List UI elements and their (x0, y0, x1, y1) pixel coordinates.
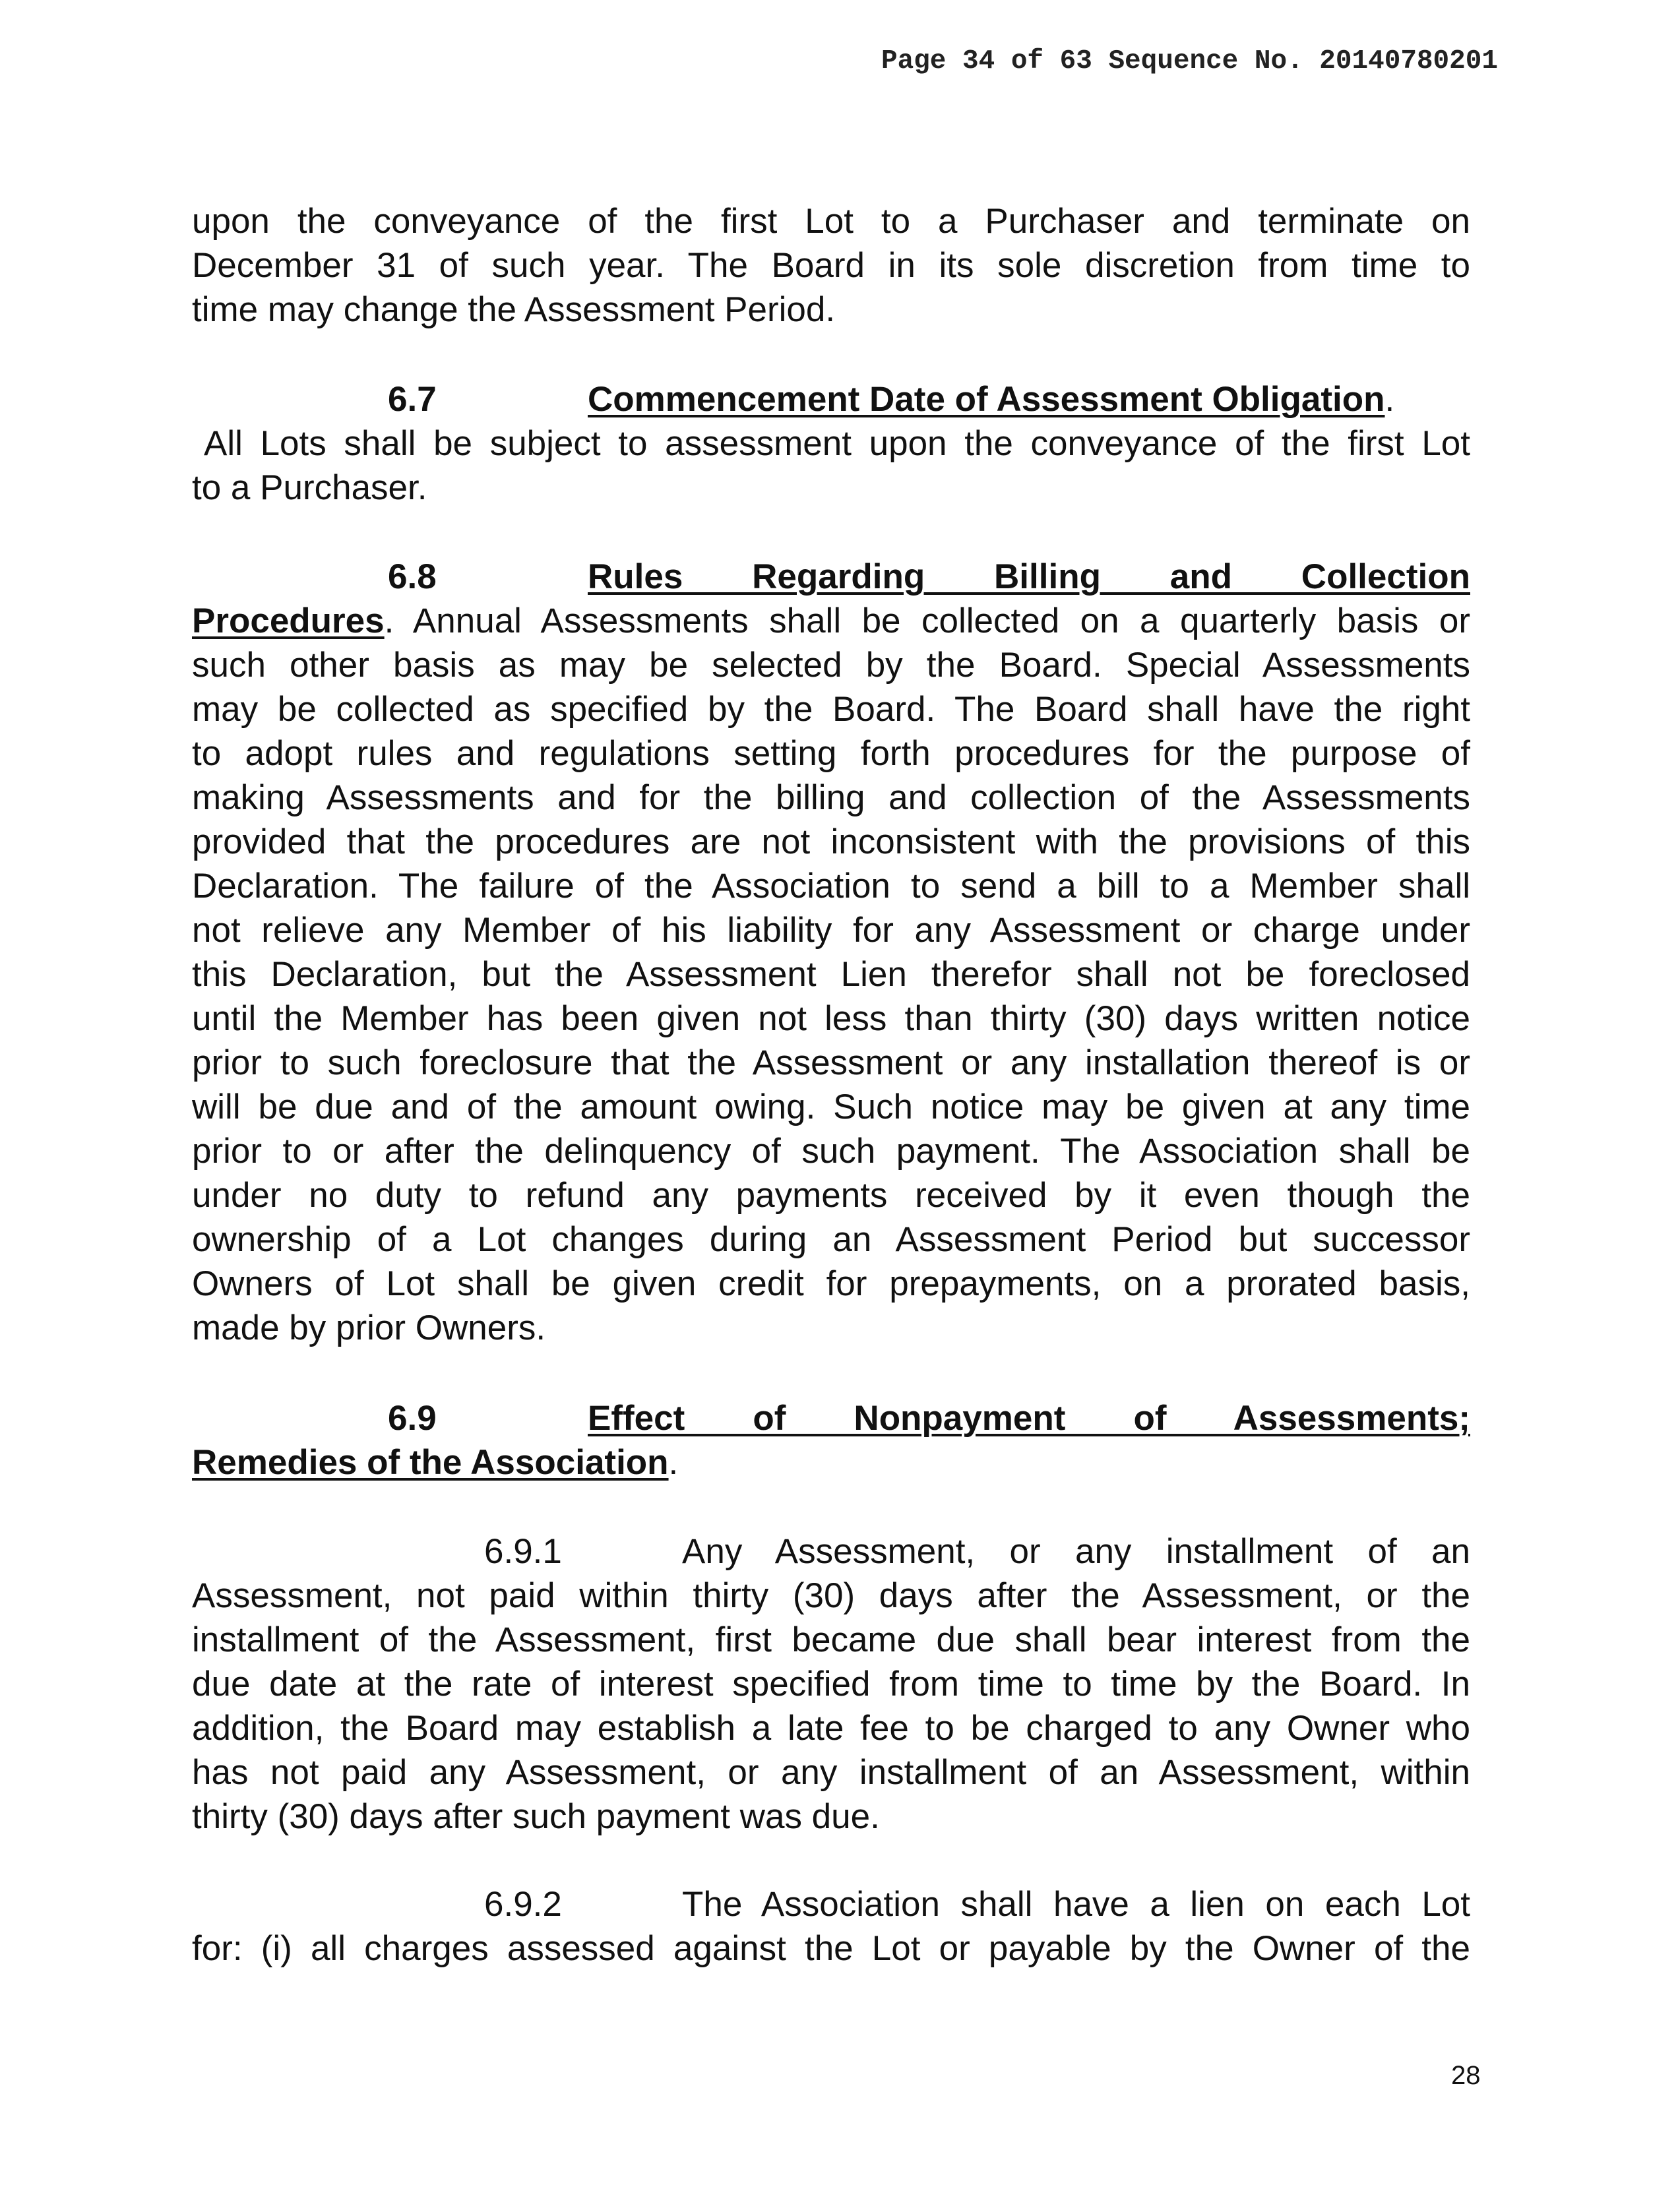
text-line: may be collected as specified by the Board. The Board shall have the right (192, 690, 1470, 729)
text-line: has not paid any Assessment, or any installment of an Assessment, within (192, 1753, 1470, 1792)
text-line: not relieve any Member of his liability for any Assessment or charge under (192, 911, 1470, 950)
section-title-end: . (668, 1443, 679, 1482)
section-title-cont: Procedures (192, 601, 385, 640)
subsection-number: 6.9.2 (484, 1885, 562, 1924)
text-line: making Assessments and for the billing and collection of the Assessments (192, 778, 1470, 817)
subsection-first-line (192, 1882, 1470, 1926)
text-line: this Declaration, but the Assessment Lien therefor shall not be foreclosed (192, 955, 1470, 994)
text-line: to a Purchaser. (192, 468, 427, 507)
text-line: addition, the Board may establish a late fee to be charged to any Owner who (192, 1709, 1470, 1748)
text-line: Declaration. The failure of the Association to send a bill to a Member shall (192, 867, 1470, 906)
text-line: made by prior Owners. (192, 1308, 546, 1347)
section-title-end: . (1384, 380, 1395, 419)
section-6-9 (192, 1396, 1470, 1485)
subsection-number: 6.9.1 (484, 1532, 562, 1571)
section-heading (192, 377, 1470, 421)
text-line: prior to or after the delinquency of such payment. The Association shall be (192, 1132, 1470, 1171)
section-6-8 (192, 555, 1470, 1350)
text-line: to adopt rules and regulations setting forth procedures for the purpose of (192, 734, 1470, 773)
text-line: installment of the Assessment, first became due shall bear interest from the (192, 1620, 1470, 1659)
text-line (192, 599, 1470, 643)
text-line: prior to such foreclosure that the Assessment or any installation thereof is or (192, 1043, 1470, 1082)
section-6-7 (192, 377, 1470, 510)
text-line: time may change the Assessment Period. (192, 290, 836, 329)
section-title-cont: Remedies of the Association (192, 1443, 669, 1482)
section-6-9-1 (192, 1529, 1470, 1839)
text-line: December 31 of such year. The Board in its sole discretion from time to (192, 246, 1470, 285)
subsection-first-line (192, 1529, 1470, 1574)
section-title: Rules Regarding Billing and Collection (588, 557, 1470, 596)
text-line: All Lots shall be subject to assessment upon the conveyance of the first Lot (204, 424, 1470, 463)
text-line: thirty (30) days after such payment was due. (192, 1797, 880, 1836)
page-header: Page 34 of 63 Sequence No. 20140780201 (881, 46, 1498, 77)
text-line: upon the conveyance of the first Lot to a Purchaser and terminate on (192, 202, 1470, 241)
section-number: 6.8 (388, 557, 437, 596)
section-title: Commencement Date of Assessment Obligation (588, 380, 1385, 419)
section-title: Effect of Nonpayment of Assessments; (588, 1399, 1470, 1438)
text-line: Any Assessment, or any installment of an (682, 1532, 1470, 1571)
section-heading-cont (192, 1440, 1470, 1485)
text-line: ownership of a Lot changes during an Assessment Period but successor (192, 1220, 1470, 1259)
text-line: under no duty to refund any payments received by it even though the (192, 1176, 1470, 1215)
text-line: until the Member has been given not less than thirty (30) days written notice (192, 999, 1470, 1038)
text-line: provided that the procedures are not inconsistent with the provisions of this (192, 822, 1470, 861)
section-heading (192, 1396, 1470, 1440)
text-line: Owners of Lot shall be given credit for prepayments, on a prorated basis, (192, 1264, 1470, 1303)
text-line: such other basis as may be selected by the Board. Special Assessments (192, 646, 1470, 685)
text-line: due date at the rate of interest specified from time to time by the Board. In (192, 1665, 1470, 1704)
section-6-9-2 (192, 1882, 1470, 1971)
text-line: The Association shall have a lien on each Lot (682, 1885, 1470, 1924)
paragraph-assessment-period (192, 199, 1470, 332)
section-number: 6.7 (388, 380, 437, 419)
section-heading (192, 555, 1470, 599)
section-number: 6.9 (388, 1399, 437, 1438)
text-line: will be due and of the amount owing. Such notice may be given at any time (192, 1088, 1470, 1126)
text-line: Assessment, not paid within thirty (30) days after the Assessment, or the (192, 1576, 1470, 1615)
text-line: for: (i) all charges assessed against the Lot or payable by the Owner of the (192, 1929, 1470, 1968)
text-line-rest: . Annual Assessments shall be collected on a quarterly basis or (384, 601, 1470, 640)
page-number: 28 (1451, 2061, 1481, 2090)
